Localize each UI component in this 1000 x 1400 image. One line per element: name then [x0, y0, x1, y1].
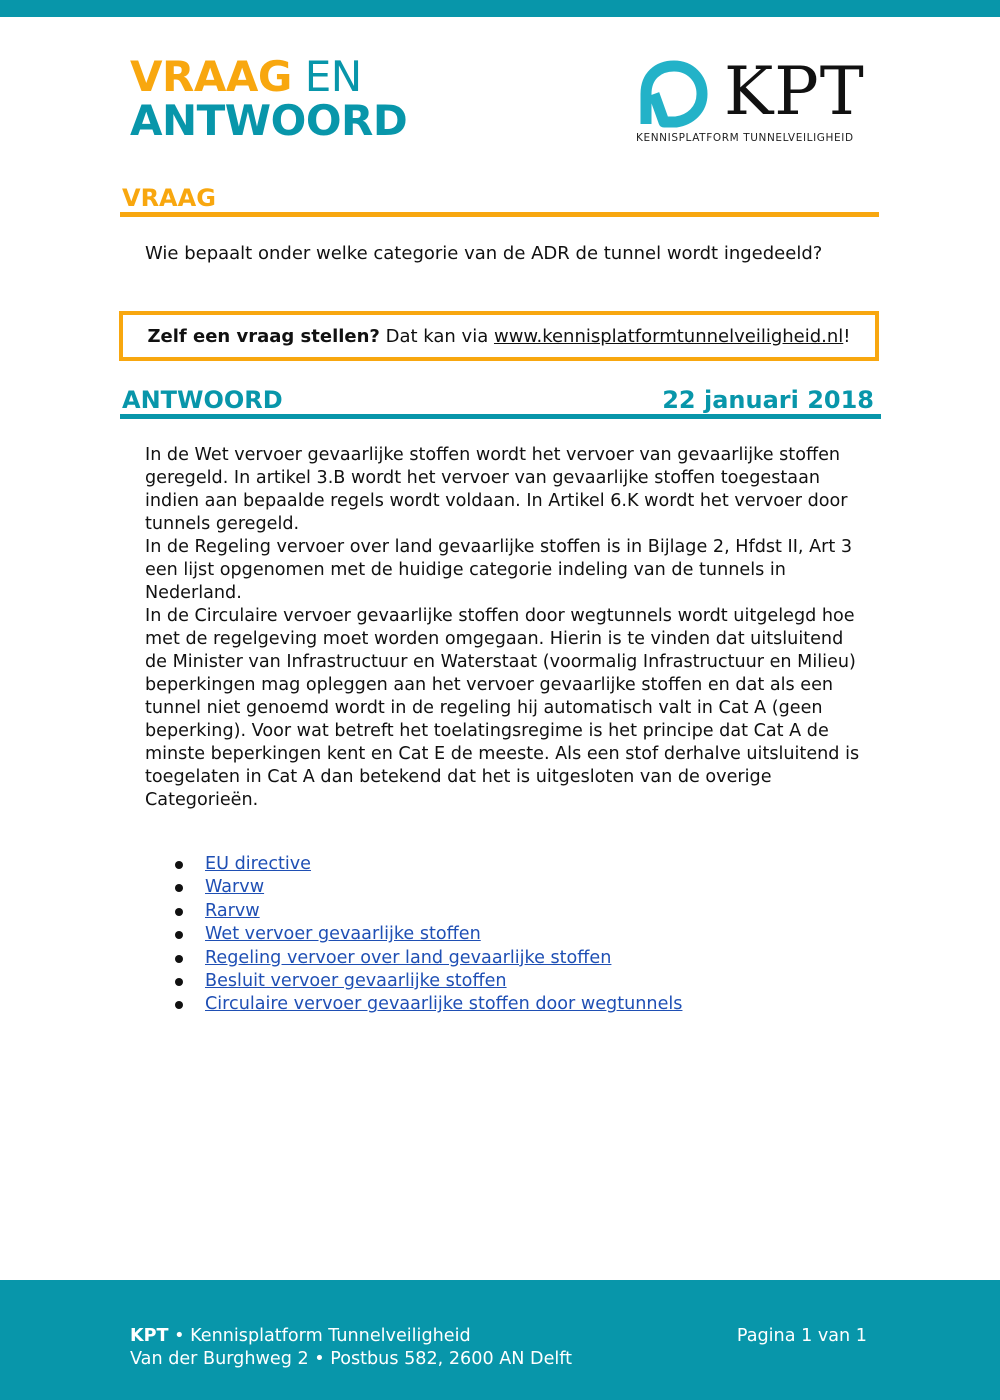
bullet-icon — [175, 908, 183, 916]
footer — [0, 1280, 1000, 1400]
page-number: Pagina 1 van 1 — [736, 1326, 867, 1346]
cta-suffix: ! — [843, 325, 851, 347]
link-rarvw[interactable]: Rarvw — [205, 900, 260, 921]
link-besluit-vervoer[interactable]: Besluit vervoer gevaarlijke stoffen — [205, 971, 507, 992]
answer-body — [145, 444, 860, 812]
logo-subtitle: KENNISPLATFORM TUNNELVEILIGHEID — [636, 132, 854, 144]
list-item — [175, 947, 682, 970]
footer-address: Van der Burghweg 2 • Postbus 582, 2600 AN Delft — [130, 1349, 573, 1369]
antwoord-divider — [120, 414, 881, 419]
list-item — [175, 970, 682, 993]
list-item — [175, 923, 682, 946]
list-item — [175, 900, 682, 923]
list-item — [175, 853, 682, 876]
list-item — [175, 993, 682, 1016]
logo-kpt-text: KPT — [724, 53, 865, 130]
bullet-icon — [175, 884, 183, 892]
footer-kpt: KPT — [130, 1326, 169, 1346]
document-title — [130, 52, 408, 145]
title-vraag: VRAAG — [130, 52, 292, 101]
bullet-icon — [175, 1001, 183, 1009]
reference-links — [175, 853, 682, 1017]
footer-org — [130, 1325, 471, 1348]
list-item — [175, 876, 682, 899]
answer-date: 22 januari 2018 — [662, 386, 874, 414]
answer-paragraph: In de Wet vervoer gevaarlijke stoffen wordt het vervoer van gevaarlijke stoffen geregeld. In artikel 3.B wordt het vervoer van gevaarlijke stoffen toegestaan indien aan bepaalde regels wordt voldaan. In Artikel 6.K wordt het vervoer door tunnels geregeld. — [145, 445, 848, 534]
answer-paragraph: In de Regeling vervoer over land gevaarlijke stoffen is in Bijlage 2, Hfdst II, Art 3 een lijst opgenomen met de huidige categorie indeling van de tunnels in Nederland. — [145, 537, 853, 603]
title-antwoord: ANTWOORD — [130, 96, 408, 145]
cta-text: Dat kan via — [379, 325, 494, 347]
ask-question-box — [119, 311, 879, 361]
link-regeling-vervoer[interactable]: Regeling vervoer over land gevaarlijke stoffen — [205, 947, 612, 968]
kpt-logo — [632, 53, 872, 148]
bullet-icon — [175, 861, 183, 869]
title-en: EN — [304, 52, 362, 101]
bullet-icon — [175, 931, 183, 939]
link-wet-vervoer[interactable]: Wet vervoer gevaarlijke stoffen — [205, 924, 481, 945]
kpt-website-link[interactable]: www.kennisplatformtunnelveiligheid.nl — [493, 325, 844, 347]
link-eu-directive[interactable]: EU directive — [205, 854, 312, 874]
answer-paragraph: In de Circulaire vervoer gevaarlijke stoffen door wegtunnels wordt uitgelegd hoe met de regelgeving moet worden omgegaan. Hierin is te vinden dat uitsluitend de Minister van Infrastructuur en Waterstaat (voormalig Infrastructuur en Milieu) beperkingen mag opleggen aan het vervoer gevaarlijke stoffen en dat als een tunnel niet genoemd wordt in de regeling hij automatisch valt in Cat A (geen beperking). Voor wat betreft het toelatingsregime is het principe dat Cat A de minste beperkingen kent en Cat E de meeste. Als een stof derhalve uitsluitend is toegelaten in Cat A dan betekend dat het is uitgesloten van de overige Categorieën. — [145, 606, 860, 810]
cta-bold: Zelf een vraag stellen? — [147, 325, 380, 347]
kpt-logo-mark-icon — [636, 60, 708, 128]
footer-separator: • — [168, 1326, 191, 1346]
footer-org-name: Kennisplatform Tunnelveiligheid — [190, 1326, 471, 1346]
vraag-heading: VRAAG — [122, 184, 216, 212]
bullet-icon — [175, 955, 183, 963]
link-warvw[interactable]: Warvw — [205, 877, 265, 898]
bullet-icon — [175, 978, 183, 986]
antwoord-heading: ANTWOORD — [122, 386, 283, 414]
vraag-divider — [120, 212, 879, 217]
question-text: Wie bepaalt onder welke categorie van de ADR de tunnel wordt ingedeeld? — [145, 243, 823, 264]
top-bar — [0, 0, 1000, 17]
link-circulaire[interactable]: Circulaire vervoer gevaarlijke stoffen door wegtunnels — [205, 994, 683, 1015]
